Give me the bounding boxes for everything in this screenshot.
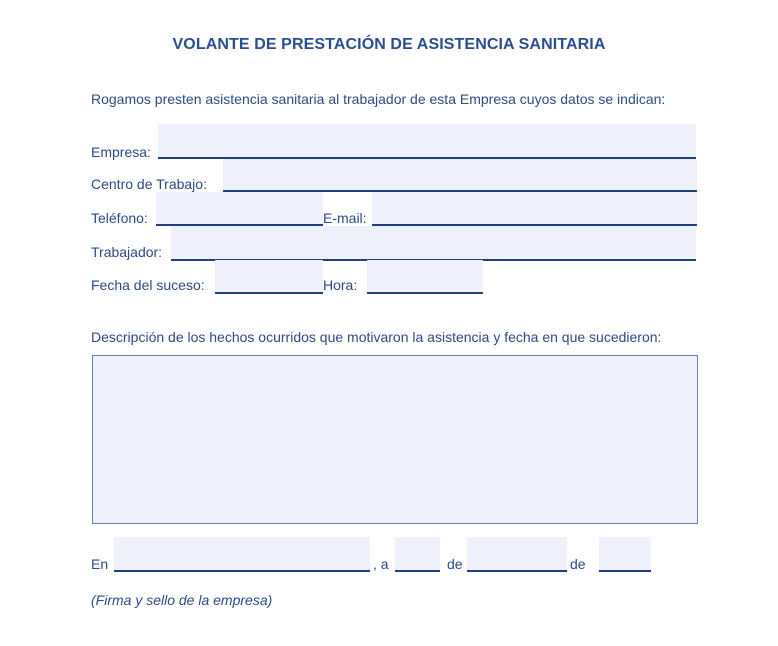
a-label: , a [373, 556, 389, 572]
trabajador-field[interactable] [171, 226, 696, 261]
centro-trabajo-label: Centro de Trabajo: [91, 176, 207, 192]
de-label-2: de [570, 556, 586, 572]
trabajador-label: Trabajador: [91, 244, 163, 260]
empresa-label: Empresa: [91, 144, 151, 160]
email-label: E-mail: [323, 210, 367, 226]
lugar-field[interactable] [114, 537, 370, 572]
intro-text: Rogamos presten asistencia sanitaria al trabajador de esta Empresa cuyos datos se indican: [91, 91, 666, 107]
fecha-suceso-field[interactable] [215, 260, 323, 294]
telefono-label: Teléfono: [91, 210, 148, 226]
email-field[interactable] [372, 192, 697, 226]
empresa-field[interactable] [158, 124, 696, 159]
mes-field[interactable] [467, 537, 567, 572]
firma-sello-note: (Firma y sello de la empresa) [91, 592, 273, 608]
anio-field[interactable] [599, 537, 651, 572]
fecha-suceso-label: Fecha del suceso: [91, 277, 205, 293]
hora-field[interactable] [367, 260, 483, 294]
descripcion-textarea[interactable] [92, 355, 698, 524]
en-label: En [91, 556, 109, 572]
centro-trabajo-field[interactable] [223, 159, 697, 192]
telefono-field[interactable] [156, 192, 323, 226]
descripcion-label: Descripción de los hechos ocurridos que motivaron la asistencia y fecha en que sucedieron: [91, 329, 662, 345]
hora-label: Hora: [323, 277, 358, 293]
de-label-1: de [447, 556, 463, 572]
dia-field[interactable] [395, 537, 440, 572]
form-title: VOLANTE DE PRESTACIÓN DE ASISTENCIA SANITARIA [172, 36, 606, 53]
